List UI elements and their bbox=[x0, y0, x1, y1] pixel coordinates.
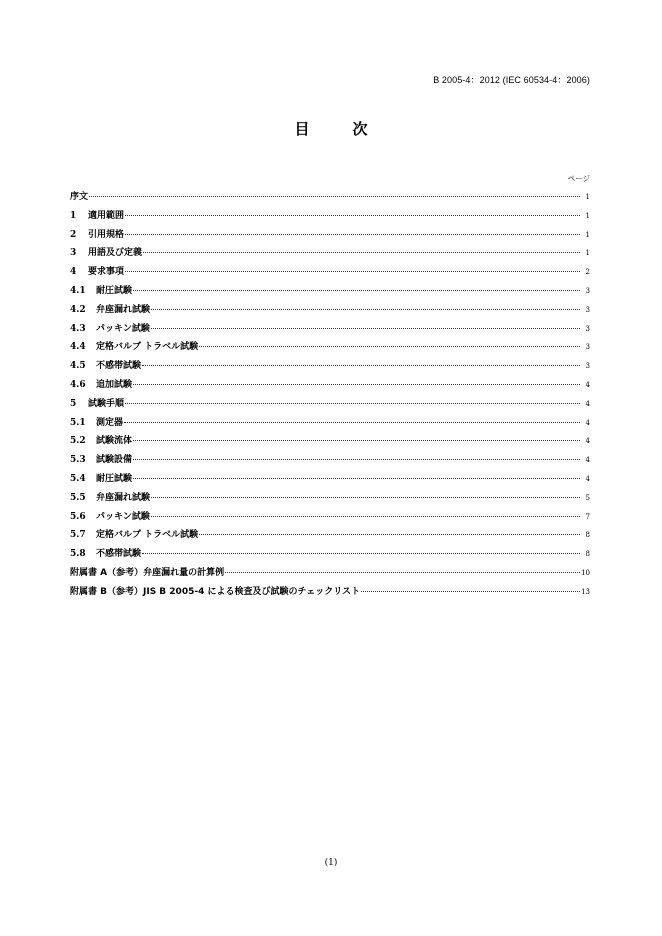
dot-leader bbox=[125, 215, 580, 216]
toc-entry-page: 1 bbox=[585, 230, 590, 239]
toc-entry-page: 2 bbox=[585, 268, 590, 277]
toc-entry-page: 4 bbox=[585, 474, 590, 483]
toc-entry-title: 附属書 A（参考）弁座漏れ量の計算例 bbox=[70, 567, 225, 578]
toc-entry[interactable] bbox=[70, 432, 590, 451]
toc-entry[interactable] bbox=[70, 470, 590, 489]
toc-entry[interactable] bbox=[70, 395, 590, 414]
toc-entry-title: 試験設備 bbox=[96, 455, 133, 466]
toc-entry-page: 7 bbox=[585, 512, 590, 521]
toc-entry-page: 4 bbox=[585, 380, 590, 389]
toc-entry[interactable] bbox=[70, 564, 590, 583]
toc-entry[interactable] bbox=[70, 188, 590, 207]
dot-leader bbox=[124, 422, 580, 423]
toc-entry-number: 4.3 bbox=[70, 323, 86, 334]
toc-entry[interactable] bbox=[70, 338, 590, 357]
toc-entry[interactable] bbox=[70, 414, 590, 433]
toc-entry-number: 5.5 bbox=[70, 492, 86, 503]
dot-leader bbox=[133, 290, 580, 291]
toc-entry-page: 1 bbox=[585, 211, 590, 220]
dot-leader bbox=[133, 384, 580, 385]
dot-leader bbox=[133, 478, 580, 479]
toc-entry[interactable] bbox=[70, 263, 590, 282]
toc-entry-page: 3 bbox=[585, 343, 590, 352]
toc-entry-title: 試験手順 bbox=[88, 398, 125, 409]
toc-entry-page: 4 bbox=[585, 418, 590, 427]
toc-entry[interactable] bbox=[70, 301, 590, 320]
toc-entry-title: 引用規格 bbox=[88, 229, 125, 240]
toc-entry[interactable] bbox=[70, 244, 590, 263]
toc-entry-number: 4.5 bbox=[70, 361, 86, 372]
toc-entry-page: 4 bbox=[585, 437, 590, 446]
dot-leader bbox=[125, 403, 580, 404]
dot-leader bbox=[225, 572, 580, 573]
dot-leader bbox=[199, 346, 580, 347]
toc-entry-number: 4.6 bbox=[70, 379, 86, 390]
toc-entry[interactable] bbox=[70, 207, 590, 226]
dot-leader bbox=[125, 234, 580, 235]
page-column-label: ページ bbox=[567, 174, 590, 183]
toc-entry-number: 5.1 bbox=[70, 417, 86, 428]
toc-entry-number: 1 bbox=[70, 210, 77, 221]
toc-entry-page: 8 bbox=[585, 531, 590, 540]
toc-entry-title: 試験流体 bbox=[96, 436, 133, 447]
toc-entry-number: 5 bbox=[70, 398, 77, 409]
dot-leader bbox=[133, 440, 580, 441]
toc-entry-title: 弁座漏れ試験 bbox=[96, 304, 151, 315]
dot-leader bbox=[89, 196, 580, 197]
toc-entry[interactable] bbox=[70, 226, 590, 245]
toc-entry-page: 4 bbox=[585, 399, 590, 408]
toc-entry-title: 用語及び定義 bbox=[88, 248, 143, 259]
toc-entry-page: 1 bbox=[585, 249, 590, 258]
toc-entry-page: 8 bbox=[585, 550, 590, 559]
toc-entry-title: 耐圧試験 bbox=[96, 285, 133, 296]
toc-entry-page: 3 bbox=[585, 286, 590, 295]
toc-entry-title: 要求事項 bbox=[88, 267, 125, 278]
toc-entry-title: 不感帯試験 bbox=[96, 549, 142, 560]
table-of-contents bbox=[70, 188, 590, 602]
toc-entry-title: 序文 bbox=[70, 192, 89, 202]
toc-entry-page: 13 bbox=[581, 587, 590, 596]
toc-entry-number: 5.6 bbox=[70, 511, 86, 522]
dot-leader bbox=[151, 497, 580, 498]
toc-entry-title: 不感帯試験 bbox=[96, 361, 142, 372]
dot-leader bbox=[361, 591, 580, 592]
toc-entry-number: 2 bbox=[70, 229, 77, 240]
dot-leader bbox=[151, 328, 580, 329]
toc-entry-page: 4 bbox=[585, 456, 590, 465]
toc-entry-number: 5.3 bbox=[70, 455, 86, 466]
toc-entry-page: 1 bbox=[585, 193, 590, 201]
toc-entry[interactable] bbox=[70, 489, 590, 508]
toc-entry-number: 3 bbox=[70, 248, 77, 259]
toc-entry-page: 10 bbox=[581, 568, 590, 577]
toc-entry[interactable] bbox=[70, 451, 590, 470]
toc-entry-page: 3 bbox=[585, 362, 590, 371]
toc-entry-title: パッキン試験 bbox=[96, 511, 150, 522]
toc-entry[interactable] bbox=[70, 376, 590, 395]
toc-entry[interactable] bbox=[70, 545, 590, 564]
toc-entry-title: 附属書 B（参考）JIS B 2005-4 による検査及び試験のチェックリスト bbox=[70, 586, 361, 597]
toc-entry-title: 測定器 bbox=[96, 417, 124, 428]
toc-entry[interactable] bbox=[70, 282, 590, 301]
toc-entry-number: 5.7 bbox=[70, 530, 86, 541]
dot-leader bbox=[142, 553, 580, 554]
toc-entry-page: 3 bbox=[585, 324, 590, 333]
toc-entry-title: 弁座漏れ試験 bbox=[96, 492, 151, 503]
toc-entry-number: 4.2 bbox=[70, 304, 86, 315]
toc-entry-number: 4.1 bbox=[70, 285, 86, 296]
footer-page-number: (1) bbox=[324, 858, 338, 868]
toc-entry[interactable] bbox=[70, 320, 590, 339]
toc-entry-title: パッキン試験 bbox=[96, 323, 150, 334]
toc-entry[interactable] bbox=[70, 357, 590, 376]
header-code: B 2005-4：2012 (IEC 60534-4：2006) bbox=[433, 75, 590, 85]
toc-entry-number: 4.4 bbox=[70, 342, 86, 353]
toc-entry[interactable] bbox=[70, 583, 590, 602]
page-title: 目 次 bbox=[294, 120, 382, 138]
dot-leader bbox=[143, 252, 580, 253]
dot-leader bbox=[142, 365, 580, 366]
toc-entry-title: 耐圧試験 bbox=[96, 473, 133, 484]
toc-entry-page: 3 bbox=[585, 305, 590, 314]
toc-entry-number: 4 bbox=[70, 267, 77, 278]
dot-leader bbox=[151, 309, 580, 310]
dot-leader bbox=[151, 516, 580, 517]
toc-entry-number: 5.8 bbox=[70, 549, 86, 560]
toc-entry-page: 5 bbox=[585, 493, 590, 502]
toc-entry-number: 5.4 bbox=[70, 473, 86, 484]
toc-entry-title: 追加試験 bbox=[96, 379, 133, 390]
toc-entry[interactable] bbox=[70, 526, 590, 545]
toc-entry-title: 定格バルブ トラベル試験 bbox=[96, 530, 199, 541]
toc-entry[interactable] bbox=[70, 508, 590, 527]
dot-leader bbox=[133, 459, 580, 460]
toc-entry-title: 定格バルブ トラベル試験 bbox=[96, 342, 199, 353]
dot-leader bbox=[125, 271, 580, 272]
toc-entry-number: 5.2 bbox=[70, 436, 86, 447]
toc-entry-title: 適用範囲 bbox=[88, 210, 125, 221]
dot-leader bbox=[199, 534, 580, 535]
